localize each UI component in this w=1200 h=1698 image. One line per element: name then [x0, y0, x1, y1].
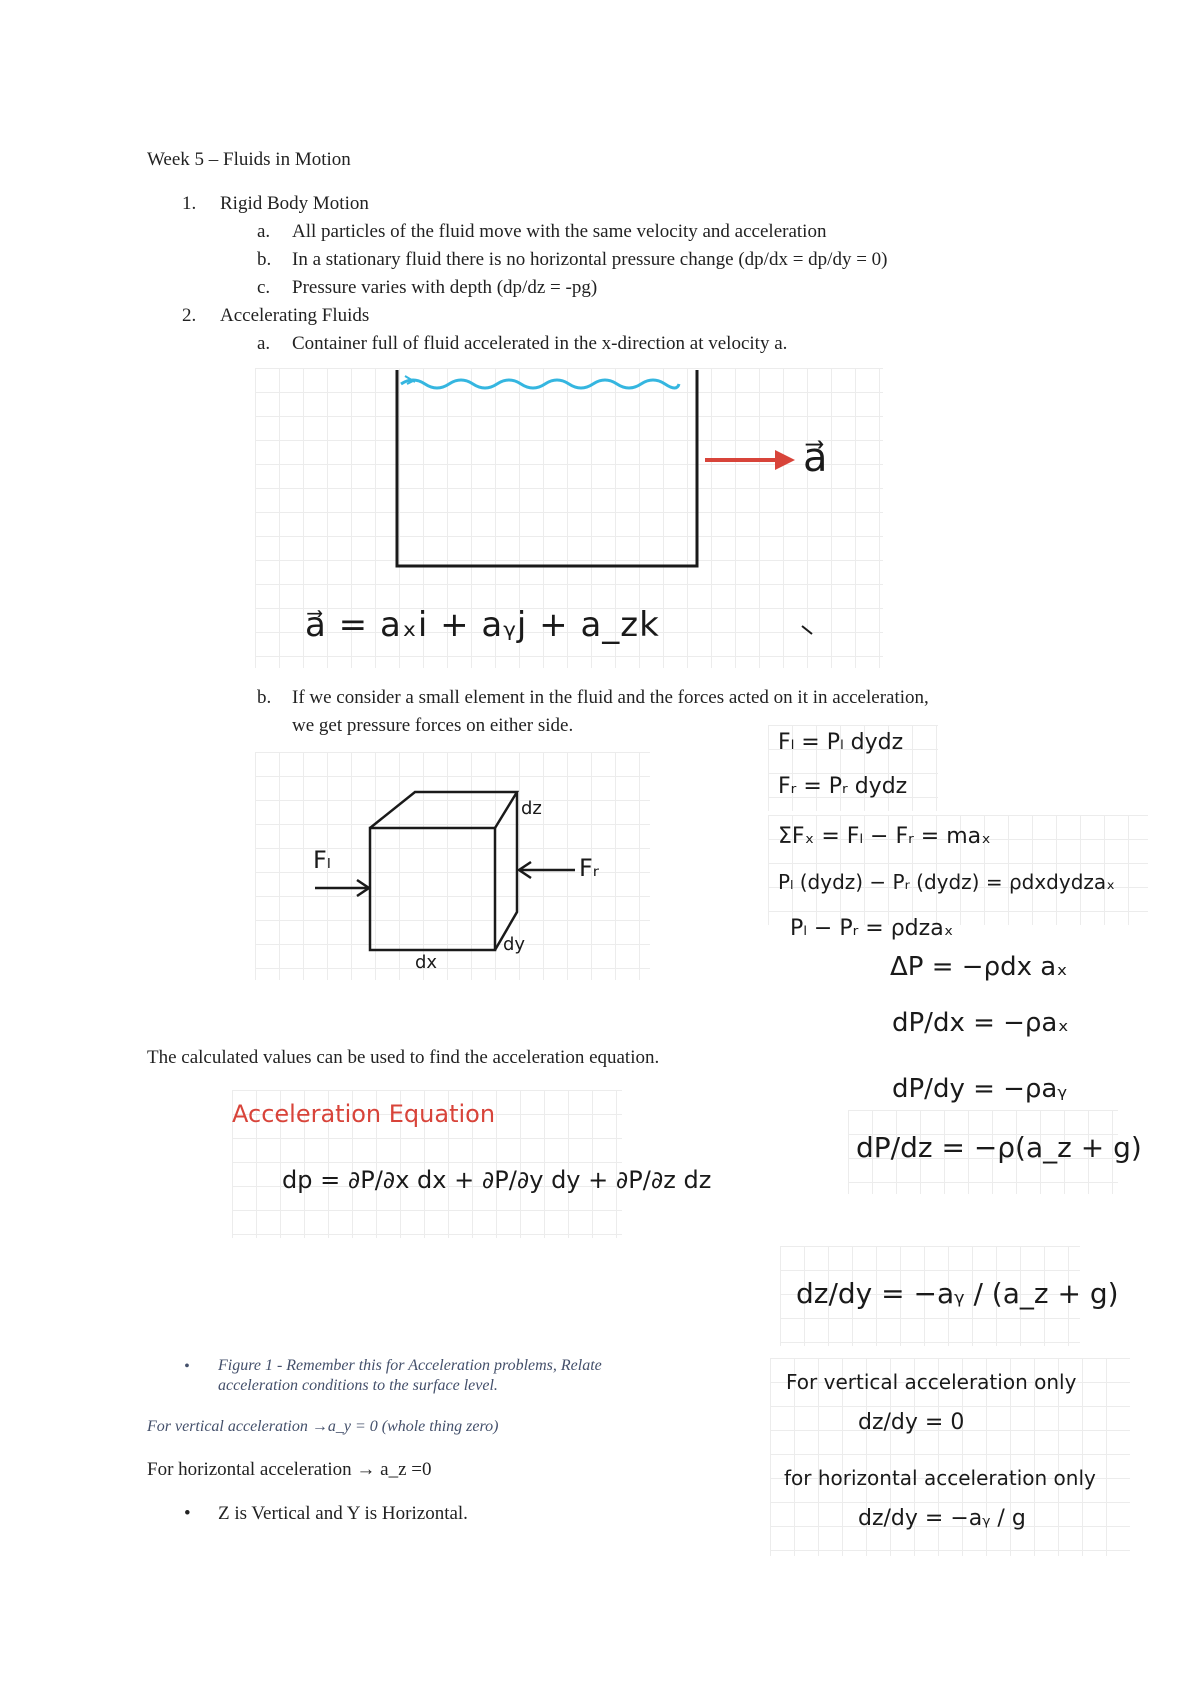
bullet-marker: • [184, 1503, 191, 1524]
derivation-line: dP/dy = −ρaᵧ [892, 1074, 1068, 1104]
sub-item-text: All particles of the fluid move with the same velocity and acceleration [292, 221, 827, 242]
right-force-label: Fᵣ [579, 854, 600, 882]
vertical-only-equation: dz/dy = 0 [858, 1410, 965, 1435]
derivation-line: dz/dy = −aᵧ / (a_z + g) [796, 1277, 1119, 1310]
acceleration-vector-equation: a⃗ = aₓi + aᵧj + a_zk [305, 605, 660, 645]
page-title: Week 5 – Fluids in Motion [147, 149, 351, 170]
derivation-line: Fₗ = Pₗ dydz [778, 730, 904, 755]
sub-item-text: If we consider a small element in the fluid and the forces acted on it in acceleration, [292, 687, 929, 708]
cube-front-face [370, 828, 495, 950]
derivation-line: Pₗ (dydz) − Pᵣ (dydz) = ρdxdydzaₓ [778, 870, 1116, 894]
list-item-accelerating: Accelerating Fluids [220, 305, 370, 326]
sub-item-text: we get pressure forces on either side. [292, 715, 574, 736]
sub-letter: a. [257, 333, 271, 354]
vertical-only-heading: For vertical acceleration only [786, 1370, 1077, 1394]
derivation-line: ΔP = −ρdx aₓ [890, 952, 1068, 982]
horizontal-only-heading: for horizontal acceleration only [784, 1466, 1096, 1490]
sub-letter: b. [257, 687, 272, 708]
sub-item-text: Container full of fluid accelerated in the x-direction at velocity a. [292, 333, 788, 354]
figure-caption: Figure 1 - Remember this for Acceleration problems, Relate [218, 1357, 602, 1374]
horizontal-only-equation: dz/dy = −aᵧ / g [858, 1506, 1026, 1531]
axis-note: Z is Vertical and Y is Horizontal. [218, 1503, 468, 1524]
sub-letter: c. [257, 277, 271, 298]
element-diagram [255, 752, 650, 980]
acceleration-equation-box [232, 1090, 712, 1238]
acceleration-arrowhead [775, 450, 795, 470]
derivation-line: Fᵣ = Pᵣ dydz [778, 774, 908, 799]
caption-bullet: • [184, 1358, 190, 1375]
derivation-line: Pₗ − Pᵣ = ρdzaₓ [790, 916, 954, 941]
conditions-box [770, 1358, 1130, 1556]
sub-letter: a. [257, 221, 271, 242]
tick-mark [802, 626, 812, 634]
vertical-acceleration-note: For vertical acceleration →a_y = 0 (whole thing zero) [147, 1418, 499, 1435]
left-force-label: Fₗ [313, 846, 331, 874]
container-diagram [255, 368, 883, 668]
water-surface [401, 380, 679, 388]
derivation-line: ΣFₓ = Fₗ − Fᵣ = maₓ [778, 824, 991, 849]
acceleration-equation-heading: Acceleration Equation [232, 1100, 496, 1128]
list-number-2: 2. [182, 305, 197, 326]
derivation-line: dP/dx = −ρaₓ [892, 1008, 1069, 1038]
derivation-line: dP/dz = −ρ(a_z + g) [856, 1131, 1142, 1164]
list-number-1: 1. [182, 193, 197, 214]
body-text: The calculated values can be used to find the acceleration equation. [147, 1047, 660, 1068]
container-outline [397, 370, 697, 566]
dz-label: dz [521, 798, 542, 819]
acceleration-label: a⃗ [803, 435, 828, 481]
sub-letter: b. [257, 249, 272, 270]
list-item-rigid-body: Rigid Body Motion [220, 193, 369, 214]
dy-label: dy [503, 934, 526, 955]
acceleration-equation-formula: dp = ∂P/∂x dx + ∂P/∂y dy + ∂P/∂z dz [282, 1166, 712, 1194]
figure-caption: acceleration conditions to the surface level. [218, 1377, 498, 1394]
horizontal-acceleration-note: For horizontal acceleration → a_z =0 [147, 1459, 432, 1480]
sub-item-text: In a stationary fluid there is no horizontal pressure change (dp/dx = dp/dy = 0) [292, 249, 888, 270]
dx-label: dx [415, 952, 438, 973]
sub-item-text: Pressure varies with depth (dp/dz = -pg) [292, 277, 598, 298]
